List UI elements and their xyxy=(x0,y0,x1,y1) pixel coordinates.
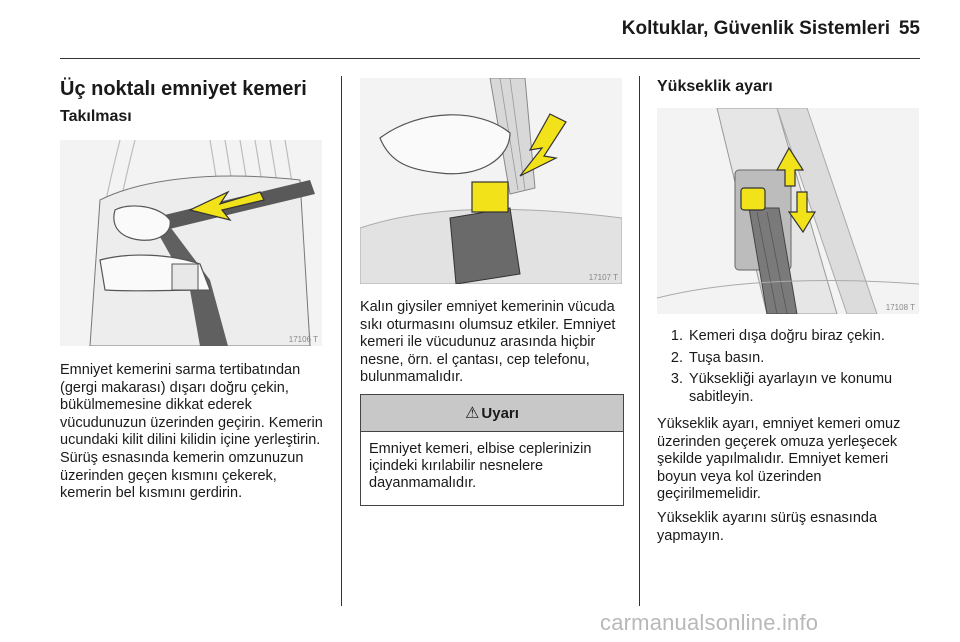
clothing-text xyxy=(360,299,628,393)
header-rule xyxy=(60,58,920,59)
height-adjuster-illustration xyxy=(657,108,919,314)
warning-icon: ⚠ xyxy=(465,405,480,422)
section-title: Üç noktalı emniyet kemeri xyxy=(60,78,307,100)
header-title: Koltuklar, Güvenlik Sistemleri xyxy=(621,18,890,39)
figure-belt-fastening xyxy=(60,140,322,346)
step-item: 2. Tuşa basın. xyxy=(687,350,925,368)
figure-number: 17108 T xyxy=(885,303,915,312)
subsection-title-height: Yükseklik ayarı xyxy=(657,78,773,95)
subsection-title-fastening: Takılması xyxy=(60,108,132,125)
figure-number: 17107 T xyxy=(588,273,618,282)
page-number: 55 xyxy=(898,18,920,39)
warning-header xyxy=(361,395,623,432)
buckle-illustration xyxy=(360,78,622,284)
figure-buckle-insert xyxy=(360,78,622,284)
belt-fastening-illustration xyxy=(60,140,322,346)
steps-list xyxy=(657,328,925,406)
step-item: 1. Kemeri dışa doğru biraz çekin. xyxy=(687,328,925,346)
height-paragraph-1: Yükseklik ayarı, emniyet kemeri omuz üzerinden geçerek omuza yerleşecek şekilde yapılmalıdır. Emniyet kemeri boyun veya kol üzerinden geçirilmemelidir. xyxy=(657,416,901,503)
column-divider-1 xyxy=(341,76,342,606)
warning-text: Emniyet kemeri, elbise ceplerinizin içindeki kırılabilir nesnelere dayanmamalıdır. xyxy=(369,441,592,491)
warning-title: Uyarı xyxy=(481,404,519,422)
column-divider-2 xyxy=(639,76,640,606)
height-paragraph-2: Yükseklik ayarını sürüş esnasında yapmayın. xyxy=(657,509,878,544)
height-text xyxy=(657,416,919,551)
figure-number: 17106 T xyxy=(288,335,318,344)
step-item: 3. Yüksekliği ayarlayın ve konumu sabitleyin. xyxy=(687,371,925,406)
watermark: carmanualsonline.info xyxy=(600,610,819,635)
figure-height-adjust xyxy=(657,108,919,314)
height-steps xyxy=(657,328,925,410)
warning-box xyxy=(360,394,624,506)
fastening-text xyxy=(60,362,328,509)
fastening-paragraph: Emniyet kemerini sarma tertibatından (gergi makarası) dışarı doğru çekin, bükülmemesine dikkat ederek vücudunuzun üzerinden geçirin. Kemerin ucundaki kilit dilini kilidin içine yerleştirin. Sürüş esnasında kemerin omzunuzun üzerinden geçen kısmını çekerek, kemerin bel kısmını gerdirin. xyxy=(60,362,323,502)
clothing-paragraph: Kalın giysiler emniyet kemerinin vücuda sıkı oturmasını olumsuz etkiler. Emniyet kemeri ile vücudunuz arasında hiçbir nesne, örn. el çantası, cep telefonu, bulunmamalıdır. xyxy=(360,299,616,386)
